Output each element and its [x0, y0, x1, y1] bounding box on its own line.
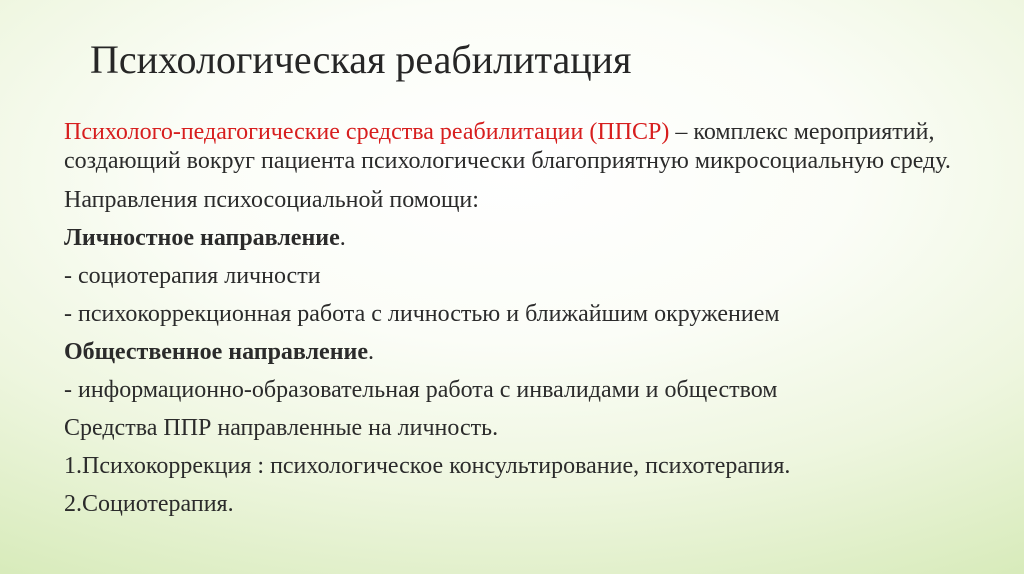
slide-body [64, 118, 984, 527]
means-heading: Средства ППР направленные на личность. [64, 415, 499, 441]
social-direction-punct: . [368, 339, 374, 365]
means-item: 1.Психокоррекция : психологическое консультирование, психотерапия. [64, 453, 791, 479]
personal-item: - социотерапия личности [64, 263, 321, 289]
social-item: - информационно-образовательная работа с инвалидами и обществом [64, 377, 778, 403]
intro-paragraph [64, 118, 984, 176]
social-direction-heading [64, 337, 984, 367]
personal-direction-punct: . [339, 225, 346, 251]
personal-direction-heading [64, 223, 984, 253]
intro-highlight: Психолого-педагогические средства реабилитации (ППСР) [64, 119, 670, 145]
personal-direction-label: Личностное направление [64, 225, 340, 251]
intro-rest: – комплекс мероприятий, создающий вокруг пациента психологически благоприятную микросоциальную среду. [64, 119, 951, 174]
slide-title: Психологическая реабилитация [90, 37, 632, 82]
means-item: 2.Социотерапия. [64, 491, 234, 517]
social-direction-label: Общественное направление [64, 339, 368, 365]
directions-heading: Направления психосоциальной помощи: [64, 187, 479, 213]
personal-item: - психокоррекционная работа с личностью и ближайшим окружением [64, 301, 780, 327]
